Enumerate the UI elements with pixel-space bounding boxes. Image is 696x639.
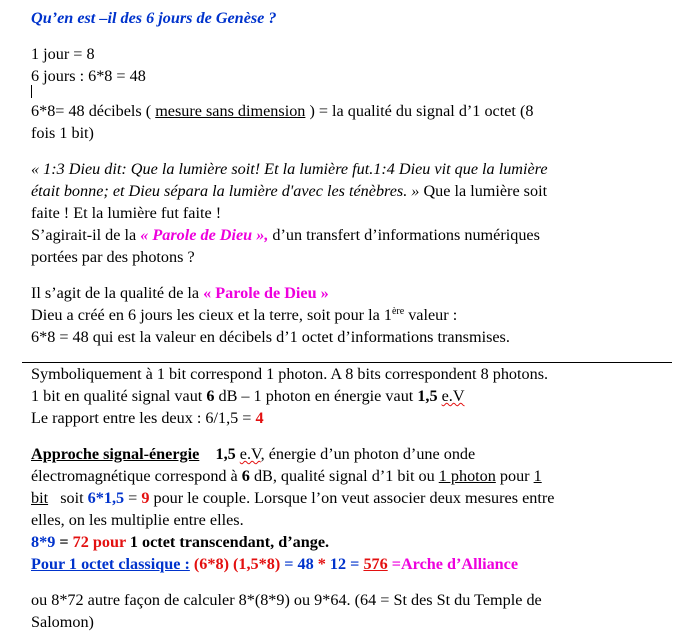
text-line-salomon: Salomon) — [31, 613, 94, 631]
text-line-bit-qualite: 1 bit en qualité signal vaut 6 dB – 1 photon en énergie vaut 1,5 e.V — [31, 387, 465, 405]
text-line-decibels: 6*8= 48 décibels ( mesure sans dimension ) = la qualité du signal d’1 octet (8 — [31, 102, 534, 120]
text-line-rapport: Le rapport entre les deux : 6/1,5 = 4 — [31, 409, 264, 427]
quote-line-1: « 1:3 Dieu dit: Que la lumière soit! Et la lumière fut.1:4 Dieu vit que la lumière — [31, 160, 548, 178]
text-line-photons: portées par des photons ? — [31, 248, 195, 266]
text-line-fois-1-bit: fois 1 bit) — [31, 124, 94, 142]
text-line-octet-transcendant: 8*9 = 72 pour 1 octet transcendant, d’ange. — [31, 533, 330, 551]
horizontal-divider — [22, 362, 672, 363]
text-line-octet-classique: Pour 1 octet classique : (6*8) (1,5*8) = 48 * 12 = 576 =Arche d’Alliance — [31, 555, 519, 573]
text-line-dieu-a-cree: Dieu a créé en 6 jours les cieux et la terre, soit pour la 1ère valeur : — [31, 306, 458, 324]
text-line-bit-soit: bit soit 6*1,5 = 9 pour le couple. Lorsque l’on veut associer deux mesures entre — [31, 489, 555, 507]
document-title: Qu’en est –il des 6 jours de Genèse ? — [31, 9, 277, 27]
text-line-approche: Approche signal-énergie 1,5 e.V, énergie d’un photon d’une onde — [31, 445, 476, 463]
text-line-multiplie: elles, on les multiplie entre elles. — [31, 511, 244, 529]
text-line-autre-facon: ou 8*72 autre façon de calculer 8*(8*9) ou 9*64. (64 = St des St du Temple de — [31, 591, 542, 609]
text-line-6-jours: 6 jours : 6*8 = 48 — [31, 67, 146, 85]
text-line-parole: S’agirait-il de la « Parole de Dieu », d’un transfert d’informations numériques — [31, 226, 540, 244]
text-line-symboliquement: Symboliquement à 1 bit correspond 1 photon. A 8 bits correspondent 8 photons. — [31, 365, 549, 383]
text-cursor — [31, 85, 32, 98]
text-line-faite: faite ! Et la lumière fut faite ! — [31, 204, 222, 222]
text-line-1-jour: 1 jour = 8 — [31, 45, 95, 63]
text-line-qualite-parole: Il s’agit de la qualité de la « Parole de Dieu » — [31, 284, 329, 302]
text-line-valeur-48: 6*8 = 48 qui est la valeur en décibels d’1 octet d’informations transmises. — [31, 328, 510, 346]
text-line-electromagnetique: électromagnétique correspond à 6 dB, qualité signal d’1 bit ou 1 photon pour 1 — [31, 467, 542, 485]
quote-line-2: était bonne; et Dieu sépara la lumière d'avec les ténèbres. » Que la lumière soit — [31, 182, 548, 200]
